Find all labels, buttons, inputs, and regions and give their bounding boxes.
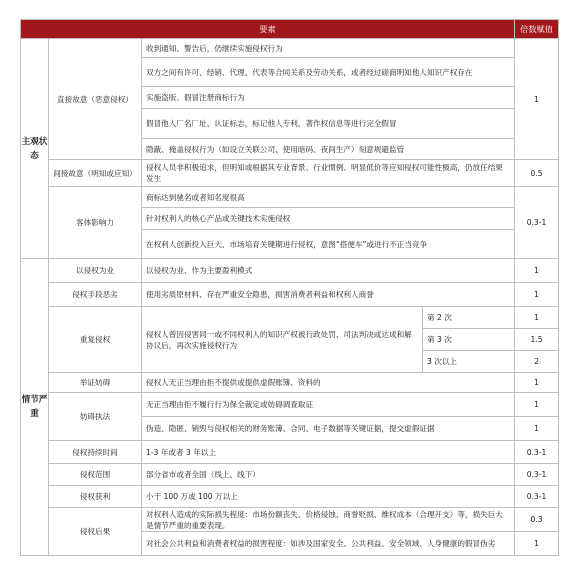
table-row <box>21 393 559 417</box>
element-text: 使用劣质原材料、存在严重安全隐患，损害消费者利益和权利人商誉 <box>142 283 515 307</box>
multiplier-value: 0.3 <box>515 508 559 532</box>
category-subjective: 主观状态 <box>21 39 49 259</box>
table-row <box>21 39 559 58</box>
multiplier-value: 1 <box>515 259 559 283</box>
element-text: 针对权利人的核心产品或关键技术实施侵权 <box>142 208 515 230</box>
header-multiplier: 倍数赋值 <box>515 20 559 39</box>
multiplier-value: 0.3-1 <box>515 486 559 508</box>
element-text: 以侵权为业、作为主要盈利模式 <box>142 259 515 283</box>
multiplier-value: 0.3-1 <box>515 187 559 259</box>
element-text: 对社会公共利益和消费者权益的损害程度：如涉及国家安全、公共利益、安全领域、人身健康的假冒伪劣 <box>142 532 515 556</box>
punitive-damages-multiplier-table <box>20 19 559 556</box>
sub-scope: 侵权范围 <box>49 464 142 486</box>
sub-indirect-intent: 间接故意（明知或应知） <box>49 160 142 187</box>
multiplier-value: 0.5 <box>515 160 559 187</box>
multiplier-value: 1 <box>515 417 559 441</box>
element-text: 无正当理由拒不履行行为保全裁定或妨碍调查取证 <box>142 393 515 417</box>
multiplier-value: 1 <box>515 393 559 417</box>
element-text: 1-3 年或者 3 年以上 <box>142 441 515 464</box>
element-text: 对权利人造成的实际损失程度：市场份额丧失、价格侵蚀、商誉贬损、维权成本（合理开支）等，损失巨大是情节严重的重要表现。 <box>142 508 515 532</box>
multiplier-value: 2 <box>515 351 559 373</box>
element-text: 假冒他人厂名厂址、认证标志，标记他人专利、著作权信息等进行完全假冒 <box>142 109 515 139</box>
sub-object-influence: 客体影响力 <box>49 187 142 259</box>
element-text: 隐蔽、掩盖侵权行为（如设立关联公司、使用暗码、夜间生产）刻意规避监管 <box>142 139 515 160</box>
tier-label: 第 3 次 <box>423 329 515 351</box>
multiplier-value: 1 <box>515 307 559 329</box>
multiplier-value: 1 <box>515 532 559 556</box>
sub-consequences: 侵权后果 <box>49 508 142 556</box>
table-row <box>21 464 559 486</box>
multiplier-value: 1 <box>515 39 559 160</box>
sub-profit: 侵权获利 <box>49 486 142 508</box>
sub-obstructing-enforcement: 妨碍执法 <box>49 393 142 441</box>
tier-label: 3 次以上 <box>423 351 515 373</box>
multiplier-value: 0.3-1 <box>515 464 559 486</box>
multiplier-value: 1 <box>515 283 559 307</box>
table-row <box>21 187 559 208</box>
element-text: 伪造、隐匿、销毁与侵权相关的财务账簿、合同、电子数据等关键证据，提交虚假证据 <box>142 417 515 441</box>
sub-repeat-infringement: 重复侵权 <box>49 307 142 373</box>
table-container <box>20 19 559 556</box>
table-row <box>21 441 559 464</box>
table-row <box>21 259 559 283</box>
element-text: 侵权人员非积极追求，但明知或根据其专业背景、行业惯例、明显低价等应知侵权可能性极高，仍放任结果发生 <box>142 160 515 187</box>
header-elements: 要素 <box>21 20 515 39</box>
table-row <box>21 160 559 187</box>
multiplier-value: 1 <box>515 373 559 393</box>
table-row <box>21 508 559 532</box>
tier-label: 第 2 次 <box>423 307 515 329</box>
sub-duration: 侵权持续时间 <box>49 441 142 464</box>
sub-direct-intent: 直接故意（恶意侵权） <box>49 39 142 160</box>
category-serious-circumstances: 情节严重 <box>21 259 49 556</box>
element-text: 侵权人曾因侵害同一或不同权利人的知识产权被行政处罚、司法判决或达成和解协议后，再次实施侵权行为 <box>142 307 423 373</box>
table-row <box>21 373 559 393</box>
table-header-row <box>21 20 559 39</box>
sub-infringement-as-business: 以侵权为业 <box>49 259 142 283</box>
table-row <box>21 307 559 329</box>
element-text: 小于 100 万或 100 万以上 <box>142 486 515 508</box>
element-text: 收到通知、警告后，仍继续实施侵权行为 <box>142 39 515 58</box>
element-text: 双方之间有许可、经销、代理、代表等合同关系及劳动关系，或者经过磋商明知他人知识产权存在 <box>142 58 515 87</box>
element-text: 在权利人创新投入巨大、市场培育关键期进行侵权，意图“搭便车”或进行不正当竞争 <box>142 230 515 259</box>
multiplier-value: 1.5 <box>515 329 559 351</box>
sub-evidence-obstruction: 举证妨碍 <box>49 373 142 393</box>
table-row <box>21 486 559 508</box>
table-row <box>21 283 559 307</box>
element-text: 部分省市或者全国（线上、线下） <box>142 464 515 486</box>
element-text: 实施盗版、假冒注册商标行为 <box>142 87 515 109</box>
sub-vicious-means: 侵权手段恶劣 <box>49 283 142 307</box>
element-text: 商标达到驰名或者知名度很高 <box>142 187 515 208</box>
element-text: 侵权人无正当理由拒不提供或提供虚假账簿、资料的 <box>142 373 515 393</box>
multiplier-value: 0.3-1 <box>515 441 559 464</box>
